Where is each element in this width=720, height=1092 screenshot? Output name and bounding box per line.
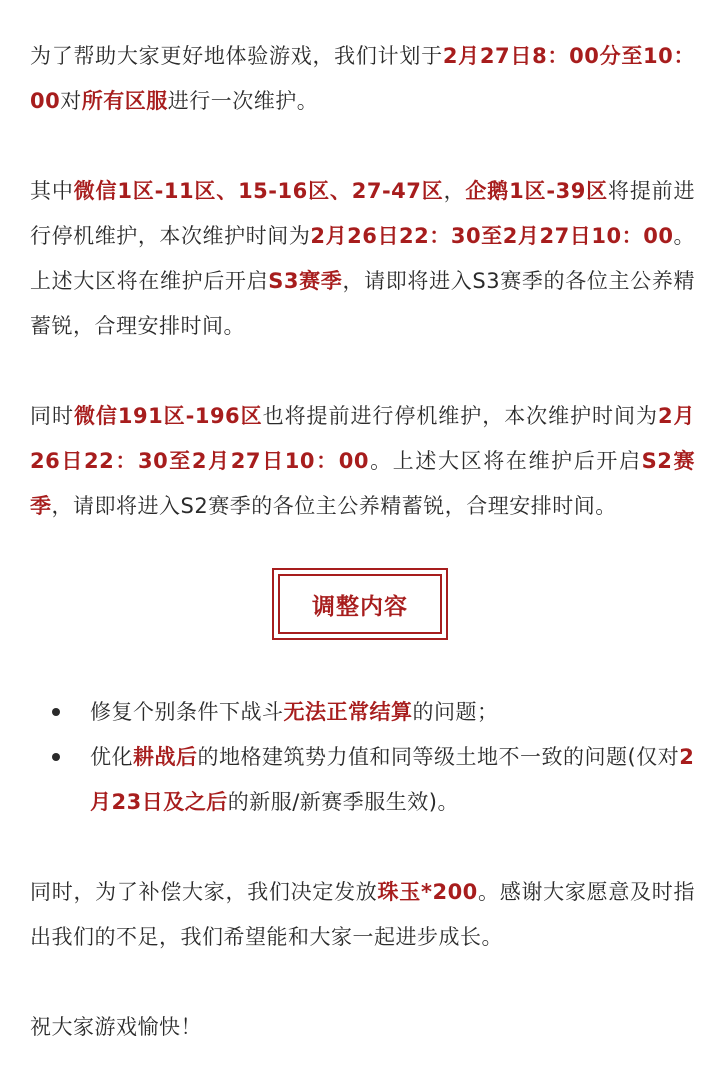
text-segment: 的地格建筑势力值和同等级土地不一致的问题(仅对	[197, 745, 680, 769]
section-header-box	[272, 568, 448, 640]
highlight-early-maintenance-time: 2月26日22：30至2月27日10：00	[310, 224, 674, 248]
text-segment: 其中	[30, 179, 74, 203]
highlight-all-servers: 所有区服	[81, 89, 168, 113]
highlight-wechat-191-196: 微信191区-196区	[73, 404, 263, 428]
list-item	[30, 690, 695, 735]
adjustment-list	[30, 690, 695, 825]
text-segment: 同时	[30, 404, 74, 428]
compensation-paragraph	[30, 870, 695, 960]
text-segment: ，	[443, 179, 466, 203]
highlight-s2-season: S2赛季	[30, 449, 696, 518]
text-segment: 也将提前进行停机维护，本次维护时间为	[262, 404, 658, 428]
text-segment: 将提前进行停机维护，本次维护时间为	[30, 179, 696, 248]
highlight-s3-season: S3赛季	[268, 269, 343, 293]
text-segment: 对	[60, 89, 82, 113]
text-segment: 的问题；	[412, 700, 499, 724]
bullet-dot-icon	[52, 708, 60, 716]
text-segment: ，请即将进入S3赛季的各位主公养精蓄锐，合理安排时间。	[30, 269, 695, 338]
text-segment: 为了帮助大家更好地体验游戏，我们计划于	[30, 44, 443, 68]
highlight-wechat-servers: 微信1区-11区、15-16区、27-47区	[73, 179, 444, 203]
closing-paragraph	[30, 1005, 695, 1050]
section-title: 调整内容	[312, 593, 408, 620]
maintenance-schedule-paragraph	[30, 34, 695, 124]
section-header-inner-frame	[278, 574, 442, 634]
highlight-s2-maintenance-time: 2月26日22：30至2月27日10：00	[30, 404, 696, 473]
highlight-after-farming: 耕战后	[133, 745, 198, 769]
text-segment: 祝大家游戏愉快！	[30, 1015, 202, 1039]
text-segment: 进行一次维护。	[167, 89, 319, 113]
early-maintenance-s3-paragraph	[30, 169, 695, 349]
highlight-maintenance-time: 2月27日8：00分至10：00	[30, 44, 695, 113]
highlight-date-feb23: 2月23日及之后	[90, 745, 695, 814]
highlight-qq-servers: 企鹅1区-39区	[465, 179, 608, 203]
bullet-dot-icon	[52, 753, 60, 761]
early-maintenance-s2-paragraph	[30, 394, 695, 529]
highlight-compensation-jade: 珠玉*200	[377, 880, 478, 904]
list-item	[30, 735, 695, 825]
highlight-cannot-settle: 无法正常结算	[283, 700, 413, 724]
text-segment: 同时，为了补偿大家，我们决定发放	[30, 880, 378, 904]
text-segment: 的新服/新赛季服生效)。	[227, 790, 460, 814]
text-segment: ，请即将进入S2赛季的各位主公养精蓄锐，合理安排时间。	[51, 494, 617, 518]
text-segment: 。上述大区将在维护后开启	[368, 449, 642, 473]
text-segment: 。上述大区将在维护后开启	[30, 224, 696, 293]
text-segment: 优化	[90, 745, 133, 769]
text-segment: 修复个别条件下战斗	[90, 700, 284, 724]
text-segment: 。感谢大家愿意及时指出我们的不足，我们希望能和大家一起进步成长。	[30, 880, 696, 949]
